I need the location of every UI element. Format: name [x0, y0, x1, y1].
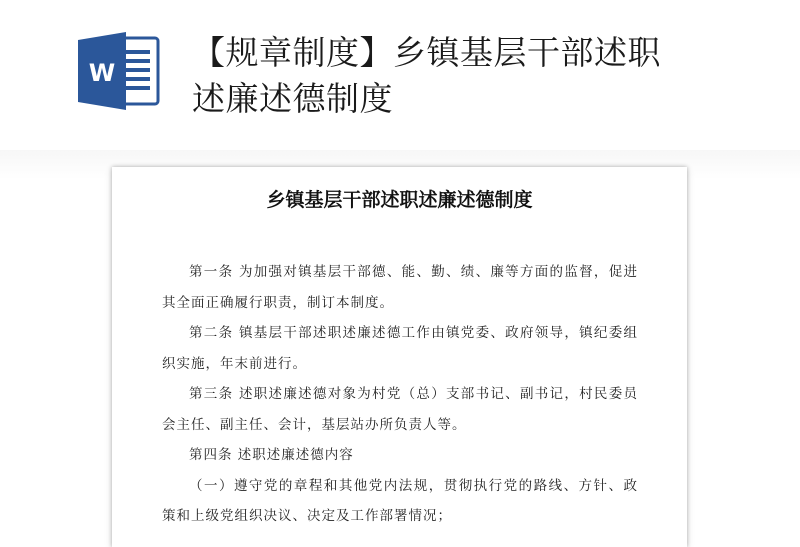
- word-icon: [76, 30, 164, 112]
- paragraph-article-2: 第二条 镇基层干部述职述廉述德工作由镇党委、政府领导，镇纪委组织实施，年末前进行。: [162, 325, 638, 372]
- paragraph-article-3: 第三条 述职述廉述德对象为村党（总）支部书记、副书记，村民委员会主任、副主任、会计，基层站办所负责人等。: [162, 386, 638, 433]
- svg-text:W: W: [88, 59, 116, 87]
- document-body: [162, 257, 638, 532]
- paragraph-item-1: （一）遵守党的章程和其他党内法规，贯彻执行党的路线、方针、政策和上级党组织决议、决定及工作部署情况；: [162, 477, 638, 524]
- paragraph-article-4: 第四条 述职述廉述德内容: [189, 447, 354, 463]
- document-page: [112, 167, 687, 547]
- file-title: [192, 30, 752, 122]
- file-title-line-2: 述廉述德制度: [192, 79, 393, 118]
- document-title: 乡镇基层干部述职述廉述德制度: [266, 189, 533, 211]
- file-title-line-1: 【规章制度】乡镇基层干部述职: [192, 33, 661, 72]
- paragraph-article-1: 第一条 为加强对镇基层干部德、能、勤、绩、廉等方面的监督，促进其全面正确履行职责，制订本制度。: [162, 264, 638, 311]
- preview-header: [0, 0, 800, 150]
